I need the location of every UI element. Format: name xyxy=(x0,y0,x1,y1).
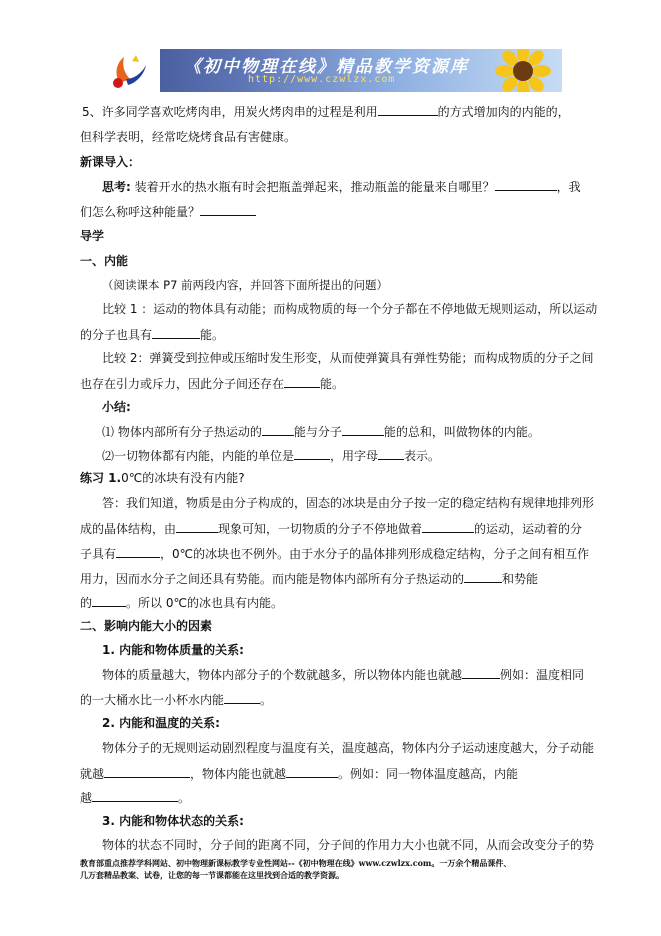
site-logo xyxy=(98,49,160,92)
temp-line1: 物体分子的无规则运动剧烈程度与温度有关，温度越高，物体内分子运动速度越大，分子动能 xyxy=(102,741,595,755)
answer-blank xyxy=(284,376,320,388)
mass-line1 xyxy=(102,667,584,682)
compare2-line2 xyxy=(80,376,344,391)
banner-title: 《初中物理在线》精品教学资源库 xyxy=(184,57,469,77)
answer-line1: 答：我们知道，物质是由分子构成的，固态的冰块是由分子按一定的稳定结构有规律地排列形 xyxy=(102,496,595,510)
answer-line3 xyxy=(80,546,589,561)
answer-line2 xyxy=(80,521,582,536)
text: 的一大桶水比一小杯水内能 xyxy=(80,693,225,707)
answer-line5 xyxy=(80,595,283,610)
heading-summary: 小结: xyxy=(102,400,131,414)
text: 表示。 xyxy=(404,449,441,463)
text: 子具有 xyxy=(80,547,117,561)
compare2-line1: 比较 2：弹簧受到拉伸或压缩时发生形变，从而使弹簧具有弹性势能；而构成物质的分子之间 xyxy=(102,351,594,365)
heading-internal-energy: 一、内能 xyxy=(80,254,129,268)
answer-blank xyxy=(116,546,160,558)
footer-line2: 几万套精品教案、试卷，让您的每一节课都能在这里找到合适的教学资源。 xyxy=(80,870,344,880)
text: 就越 xyxy=(80,767,105,781)
text: 5、许多同学喜欢吃烤肉串，用炭火烤肉串的过程是利用 xyxy=(82,105,378,119)
text: 0℃的冰块有没有内能? xyxy=(121,471,245,485)
text: ，我 xyxy=(556,180,581,194)
sunflower-icon xyxy=(488,49,558,92)
text: 。例如：同一物体温度越高，内能 xyxy=(338,767,519,781)
text: ，用字母 xyxy=(330,449,379,463)
temp-line3 xyxy=(80,790,190,805)
reading-note: （阅读课本 P7 前两段内容，并回答下面所提出的问题） xyxy=(102,278,389,292)
answer-blank xyxy=(464,571,502,583)
exercise-label: 练习 1. xyxy=(80,471,122,485)
answer-line4 xyxy=(80,571,538,586)
text: 的分子也具有 xyxy=(80,328,153,342)
answer-blank xyxy=(262,424,294,436)
answer-blank xyxy=(92,595,126,607)
heading-new-lesson: 新课导入： xyxy=(80,155,141,169)
text: ⑴ 物体内部所有分子热运动的 xyxy=(102,425,262,439)
answer-blank xyxy=(92,790,178,802)
text: ，0℃的冰块也不例外。由于水分子的晶体排列形成稳定结构，分子之间有相互作 xyxy=(160,547,590,561)
text: ，物体内能也就越 xyxy=(190,767,287,781)
text: 现象可知，一切物质的分子不停地做着 xyxy=(218,522,423,536)
think-line1 xyxy=(102,179,581,194)
text: 物体的质量越大，物体内部分子的个数就越多，所以物体内能也就越 xyxy=(102,668,463,682)
header-banner xyxy=(98,49,562,92)
text: 能。 xyxy=(320,377,345,391)
text: 用力，因而水分子之间还具有势能。而内能是物体内部所有分子热运动的 xyxy=(80,572,465,586)
q5-line1 xyxy=(82,104,570,119)
mass-line2 xyxy=(80,692,272,707)
answer-blank xyxy=(224,692,260,704)
heading-state: 3. 内能和物体状态的关系: xyxy=(102,814,244,828)
summary-item2 xyxy=(102,448,440,463)
page-footer xyxy=(80,857,590,881)
compare1-line1: 比较 1 ：运动的物体具有动能；而构成物质的每一个分子都在不停地做无规则运动，所以运动 xyxy=(102,302,598,316)
answer-blank xyxy=(286,766,338,778)
text: 的运动，运动着的分 xyxy=(474,522,583,536)
text: 的 xyxy=(80,596,93,610)
answer-blank xyxy=(152,327,200,339)
heading-factors: 二、影响内能大小的因素 xyxy=(80,619,213,633)
answer-blank xyxy=(200,204,256,216)
text: 能。 xyxy=(200,328,225,342)
text: 越 xyxy=(80,791,93,805)
think-line2 xyxy=(80,204,256,219)
exercise-1 xyxy=(80,471,245,485)
answer-blank xyxy=(422,521,474,533)
answer-blank xyxy=(176,521,218,533)
think-label: 思考: xyxy=(102,180,131,194)
answer-blank xyxy=(462,667,500,679)
answer-blank xyxy=(495,179,557,191)
answer-blank xyxy=(378,104,438,116)
text: 也存在引力或斥力，因此分子间还存在 xyxy=(80,377,285,391)
heading-guide: 导学 xyxy=(80,229,105,243)
state-line1: 物体的状态不同时，分子间的距离不同，分子间的作用力大小也就不同，从而会改变分子的势 xyxy=(102,838,595,852)
banner-url: http://www.czwlzx.com xyxy=(248,74,396,85)
summary-item1 xyxy=(102,424,540,439)
text: 装着开水的热水瓶有时会把瓶盖弹起来，推动瓶盖的能量来自哪里？ xyxy=(134,180,495,194)
answer-blank xyxy=(104,766,190,778)
temp-line2 xyxy=(80,766,518,781)
text: 们怎么称呼这种能量？ xyxy=(80,205,201,219)
answer-blank xyxy=(342,424,384,436)
text: 能的总和，叫做物体的内能。 xyxy=(383,425,540,439)
text: 和势能 xyxy=(502,572,539,586)
answer-blank xyxy=(378,448,404,460)
text: 。 xyxy=(178,791,191,805)
text: 的方式增加肉的内能的， xyxy=(437,105,570,119)
text: 。 xyxy=(260,693,273,707)
text: ⑵一切物体都有内能，内能的单位是 xyxy=(102,449,295,463)
heading-temperature: 2. 内能和温度的关系: xyxy=(102,716,220,730)
text: 成的晶体结构，由 xyxy=(80,522,177,536)
q5-line2: 但科学表明，经常吃烧烤食品有害健康。 xyxy=(80,130,297,144)
text: 能与分子 xyxy=(293,425,342,439)
compare1-line2 xyxy=(80,327,224,342)
text: 例如：温度相同 xyxy=(500,668,585,682)
heading-mass: 1. 内能和物体质量的关系: xyxy=(102,643,244,657)
answer-blank xyxy=(294,448,330,460)
footer-line1: 教育部重点推荐学科网站、初中物理新课标教学专业性网站--《初中物理在线》www.czwlzx.com。一万余个精品课件、 xyxy=(80,858,512,868)
text: 。所以 0℃的冰也具有内能。 xyxy=(126,596,283,610)
